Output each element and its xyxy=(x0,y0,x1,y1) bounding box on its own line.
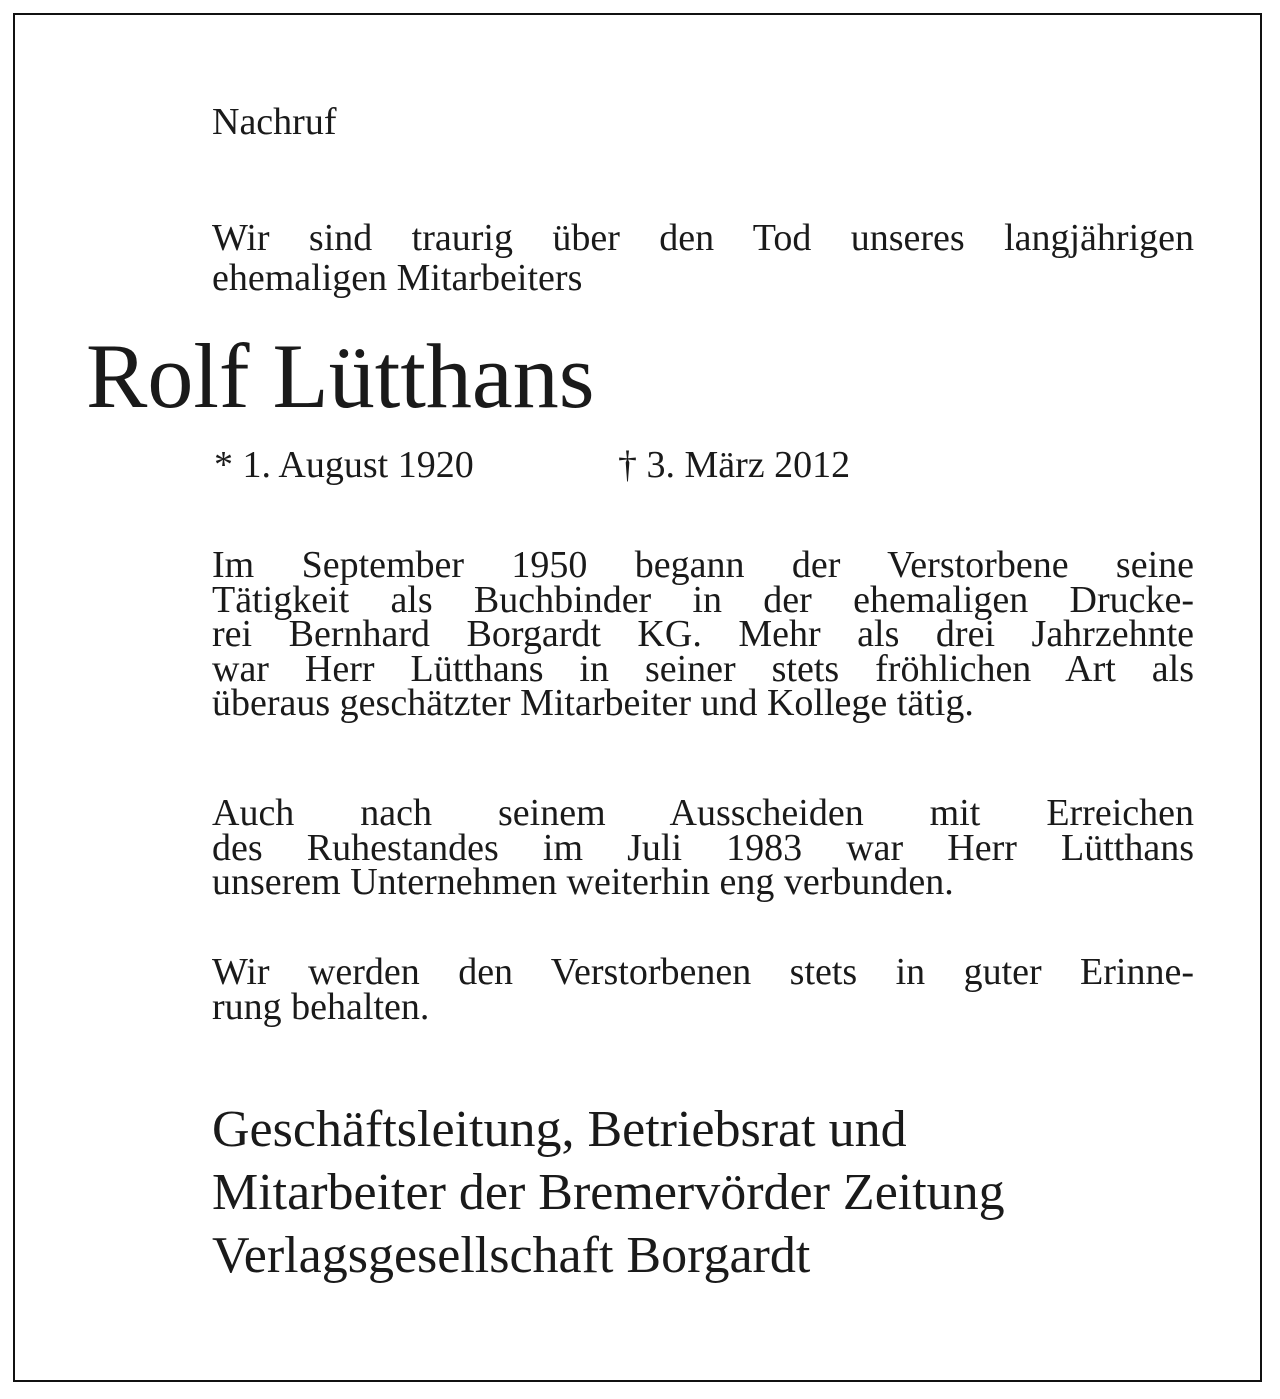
intro-text xyxy=(212,218,1194,298)
signature-line: Mitarbeiter der Bremervörder Zeitung xyxy=(212,1164,1005,1221)
paragraph-line: überaus geschätzter Mitarbeiter und Kollege tätig. xyxy=(212,682,974,724)
life-dates xyxy=(214,442,851,488)
signature-block xyxy=(212,1098,1005,1287)
birth-date: * 1. August 1920 xyxy=(214,444,474,486)
paragraph-line: unserem Unternehmen weiterhin eng verbunden. xyxy=(212,861,954,903)
intro-line: Wir sind traurig über den Tod unseres langjährigen xyxy=(212,217,1194,259)
paragraph-retirement xyxy=(212,792,1194,903)
paragraph-line: war Herr Lütthans in seiner stets fröhlichen Art als xyxy=(212,647,1194,690)
paragraph-line: Im September 1950 begann der Verstorbene seine xyxy=(212,544,1194,586)
paragraph-line: rung behalten. xyxy=(212,985,430,1028)
paragraph-line: rei Bernhard Borgardt KG. Mehr als drei Jahrzehnte xyxy=(212,613,1194,655)
paragraph-line: des Ruhestandes im Juli 1983 war Herr Lütthans xyxy=(212,826,1194,869)
notice-label: Nachruf xyxy=(212,101,337,143)
intro-line: ehemaligen Mitarbeiters xyxy=(212,257,583,299)
signature-line: Geschäftsleitung, Betriebsrat und xyxy=(212,1101,907,1158)
signature-line: Verlagsgesellschaft Borgardt xyxy=(212,1227,811,1284)
paragraph-career xyxy=(212,544,1194,724)
paragraph-remembrance xyxy=(212,951,1194,1028)
paragraph-line: Tätigkeit als Buchbinder in der ehemaligen Drucke- xyxy=(212,578,1194,621)
death-date: † 3. März 2012 xyxy=(618,444,851,486)
paragraph-line: Auch nach seinem Ausscheiden mit Erreichen xyxy=(212,792,1194,834)
deceased-name: Rolf Lütthans xyxy=(86,325,595,427)
paragraph-line: Wir werden den Verstorbenen stets in guter Erinne- xyxy=(212,951,1194,993)
